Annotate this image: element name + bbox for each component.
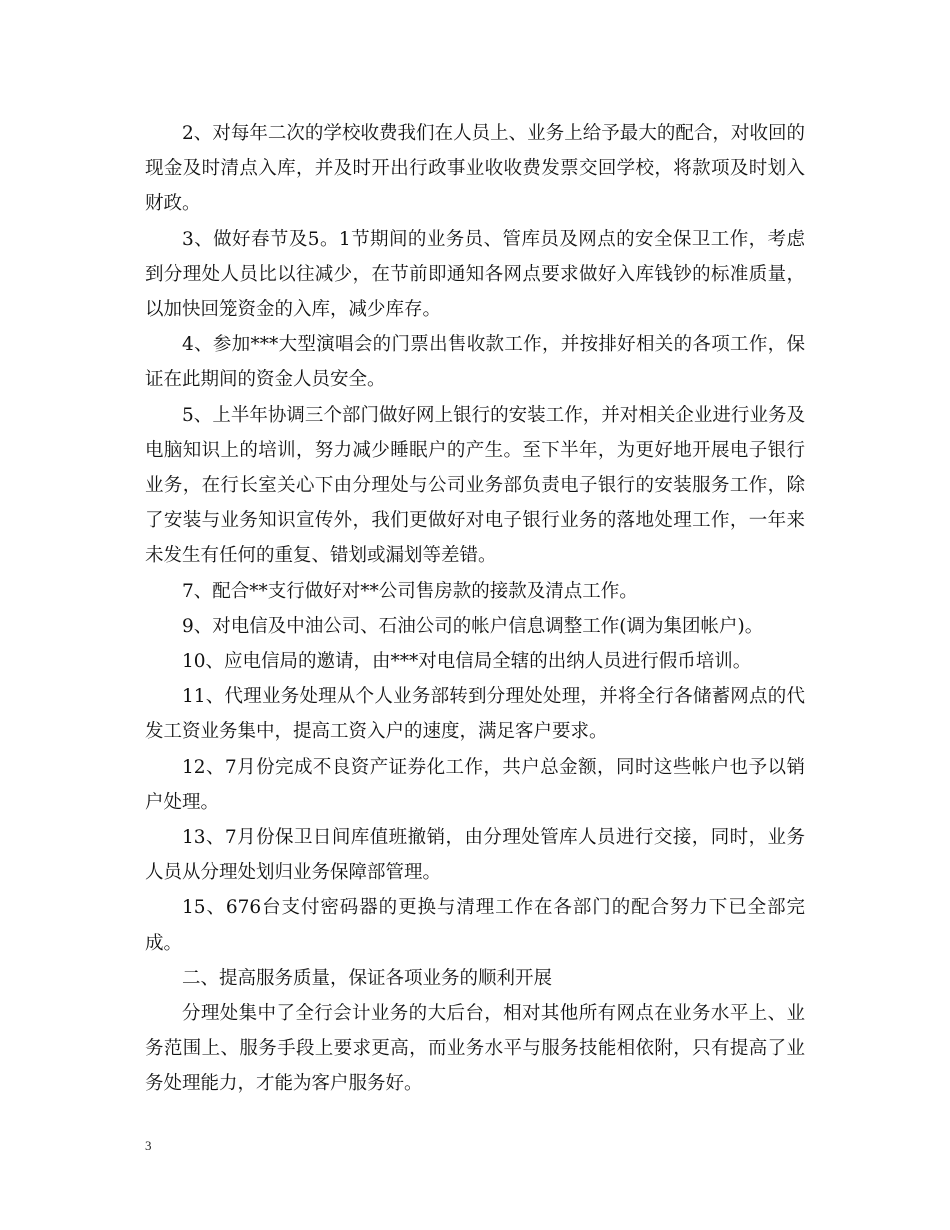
paragraph-item-4: 4、参加***大型演唱会的门票出售收款工作，并按排好相关的各项工作，保证在此期间的资金人员安全。: [145, 334, 805, 391]
document-body: [145, 116, 805, 1102]
paragraph-item-15: 15、676台支付密码器的更换与清理工作在各部门的配合努力下已全部完成。: [145, 897, 805, 954]
paragraph-item-2: 2、对每年二次的学校收费我们在人员上、业务上给予最大的配合，对收回的现金及时清点入库，并及时开出行政事业收收费发票交回学校，将款项及时划入财政。: [145, 123, 805, 215]
paragraph-item-3: 3、做好春节及5。1节期间的业务员、管库员及网点的安全保卫工作，考虑到分理处人员比以往减少，在节前即通知各网点要求做好入库钱钞的标准质量，以加快回笼资金的入库，减少库存。: [145, 228, 805, 321]
paragraph-item-7: 7、配合**支行做好对**公司售房款的接款及清点工作。: [182, 580, 638, 602]
page-number: 3: [145, 1138, 152, 1153]
paragraph-item-13: 13、7月份保卫日间库值班撤销，由分理处管库人员进行交接，同时，业务人员从分理处划归业务保障部管理。: [145, 827, 805, 884]
paragraph-body: 分理处集中了全行会计业务的大后台，相对其他所有网点在业务水平上、业务范围上、服务手段上要求更高，而业务水平与服务技能相依附，只有提高了业务处理能力，才能为客户服务好。: [145, 1003, 805, 1095]
section-heading: 二、提高服务质量，保证各项业务的顺利开展: [182, 967, 553, 989]
paragraph-item-11: 11、代理业务处理从个人业务部转到分理处处理，并将全行各储蓄网点的代发工资业务集中，提高工资入户的速度，满足客户要求。: [145, 686, 805, 743]
paragraph-item-12: 12、7月份完成不良资产证券化工作，共户总金额，同时这些帐户也予以销户处理。: [145, 756, 805, 813]
paragraph-item-5: 5、上半年协调三个部门做好网上银行的安装工作，并对相关企业进行业务及电脑知识上的培训，努力减少睡眠户的产生。至下半年，为更好地开展电子银行业务，在行长室关心下由分理处与公司业务部负责电子银行的安装服务工作，除了安装与业务知识宣传外，我们更做好对电子银行业务的落地处理工作，一年来未发生有任何的重复、错划或漏划等差错。: [145, 404, 805, 567]
paragraph-item-10: 10、应电信局的邀请，由***对电信局全辖的出纳人员进行假币培训。: [182, 651, 752, 673]
paragraph-item-9: 9、对电信及中油公司、石油公司的帐户信息调整工作(调为集团帐户)。: [182, 615, 764, 637]
